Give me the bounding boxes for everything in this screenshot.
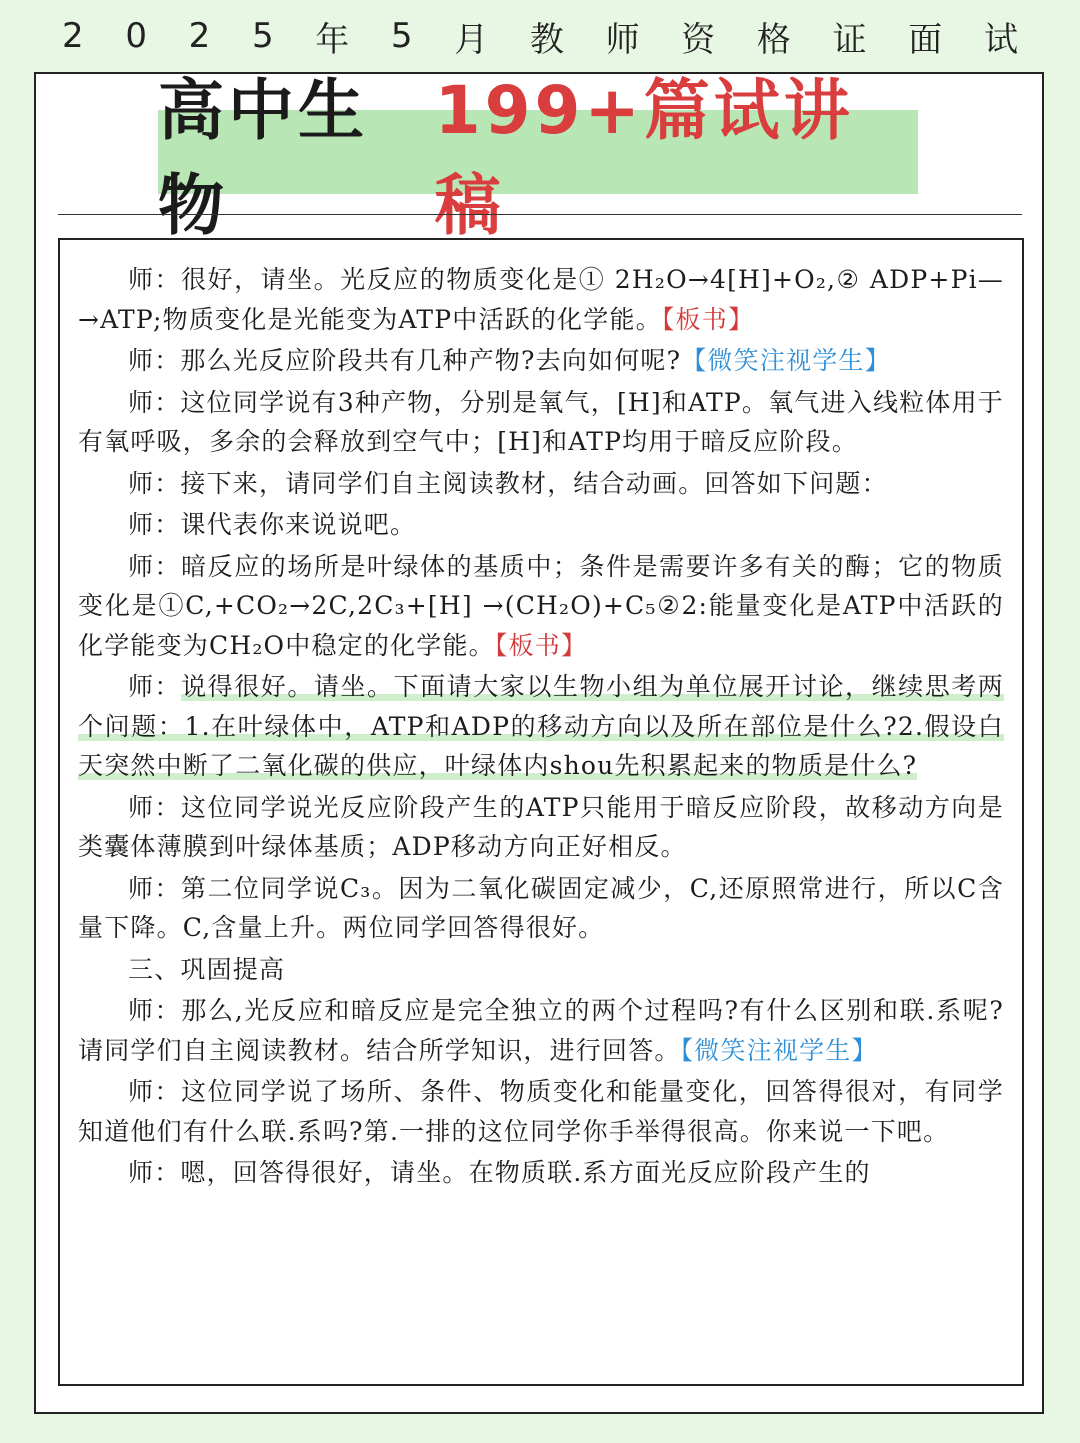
paragraph-text: 师：暗反应的场所是叶绿体的基质中；条件是需要许多有关的酶；它的物质变化是①C,+CO₂→2C,2C₃+[H] →(CH₂O)+C₅②2:能量变化是ATP中活跃的化学能变为CH₂O中稳定的化学能。 (78, 551, 1004, 660)
paragraph-text: 师：课代表你来说说吧。 (128, 510, 417, 539)
header-char: 2 (188, 16, 211, 56)
paragraph-text: 师：这位同学说了场所、条件、物质变化和能量变化，回答得很对，有同学知道他们有什么联.系吗?第.一排的这位同学你手举得很高。你来说一下吧。 (78, 1077, 1004, 1146)
annotation-smile: 【微笑注视学生】 (681, 346, 891, 375)
title-count: 199+篇试讲稿 (434, 72, 854, 244)
header-char: 面 (908, 19, 943, 60)
paragraph (78, 341, 1004, 381)
paragraph-text: 师：嗯，回答得很好，请坐。在物质联.系方面光反应阶段产生的 (128, 1158, 871, 1187)
paragraph (78, 464, 1004, 504)
page-title (158, 72, 918, 244)
paragraph (78, 547, 1004, 666)
paragraph (78, 788, 1004, 867)
header-char: 资 (681, 19, 716, 60)
paragraph (78, 869, 1004, 948)
paragraph-text: 师：第二位同学说C₃。因为二氧化碳固定减少，C,还原照常进行，所以C含量下降。C,含量上升。两位同学回答得很好。 (78, 873, 1004, 942)
header-char: 师 (605, 19, 640, 60)
header-char: 格 (756, 19, 791, 60)
header-char: 0 (125, 16, 147, 56)
paragraph-text: 师： (128, 672, 182, 701)
paragraph-text: 师：接下来，请同学们自主阅读教材，结合动画。回答如下问题： (128, 468, 888, 498)
header-char: 年 (315, 19, 350, 60)
paragraph (78, 383, 1004, 462)
header-char: 证 (832, 19, 867, 60)
annotation-board: 【板书】 (494, 630, 588, 660)
paragraph (78, 991, 1004, 1070)
highlighted-text: 说得很好。请坐。下面请大家以生物小组为单位展开讨论，继续思考两个问题：1.在叶绿体中，ATP和ADP的移动方向以及所在部位是什么?2.假设白天突然中断了二氧化碳的供应，叶绿体内shou先积累起来的物质是什么? (78, 672, 1005, 780)
header-char: 试 (983, 19, 1018, 60)
paragraph-text: 三、巩固提高 (128, 954, 286, 984)
header-char: 月 (454, 19, 489, 60)
paragraph (78, 260, 1004, 339)
paragraph-text: 师：那么光反应阶段共有几种产物?去向如何呢? (128, 346, 682, 375)
transcript-box (58, 238, 1024, 1386)
paragraph (78, 1072, 1004, 1151)
page-frame (34, 72, 1044, 1414)
annotation-smile: 【微笑注视学生】 (680, 1035, 878, 1065)
header-char: 5 (390, 16, 413, 56)
annotation-board: 【板书】 (661, 304, 755, 334)
paragraph-text: 师：那么,光反应和暗反应是完全独立的两个过程吗?有什么区别和联.系呢?请同学们自主阅读教材。结合所学知识，进行回答。 (78, 996, 1004, 1065)
section-heading (78, 950, 1004, 990)
paragraph-text: 师：很好，请坐。光反应的物质变化是① 2H₂O→4[H]+O₂,② ADP+Pi—→ATP;物质变化是光能变为ATP中活跃的化学能。 (78, 265, 1004, 334)
header-char: 5 (251, 16, 274, 56)
header-char: 教 (529, 19, 564, 60)
paragraph-text: 师：这位同学说光反应阶段产生的ATP只能用于暗反应阶段，故移动方向是类囊体薄膜到叶绿体基质；ADP移动方向正好相反。 (78, 792, 1004, 861)
header-char: 2 (62, 16, 84, 56)
divider (58, 214, 1022, 215)
paragraph-text: 师：这位同学说有3种产物，分别是氧气，[H]和ATP。氧气进入线粒体用于有氧呼吸，多余的会释放到空气中；[H]和ATP均用于暗反应阶段。 (78, 387, 1004, 456)
title-subject: 高中生物 (158, 72, 368, 244)
paragraph (78, 505, 1004, 545)
paragraph (78, 1153, 1004, 1193)
paragraph (78, 667, 1004, 786)
